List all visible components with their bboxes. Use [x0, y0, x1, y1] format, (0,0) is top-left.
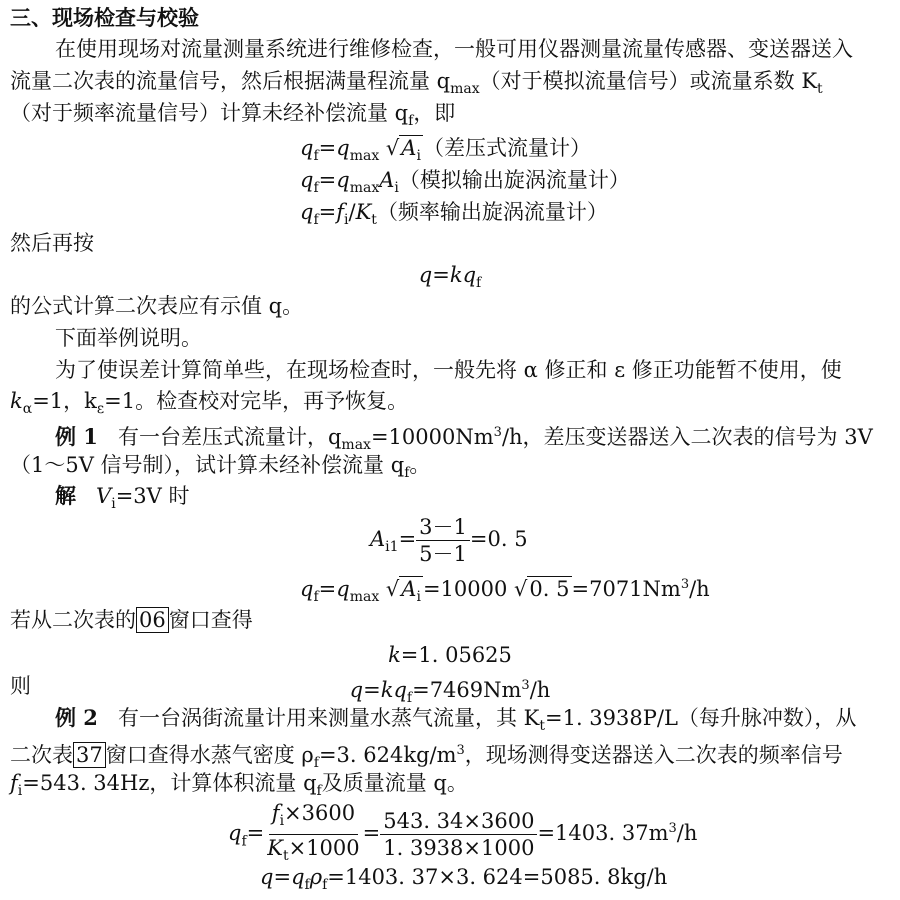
section-title: 三、现场检查与校验 [10, 5, 199, 30]
equation-volume-flow: $q_f=$ $\frac{f_i\times 3600}{K_t\times 1000}$ = $\frac{543. 34\times 3600}{1. 3938\times 1000}$ =1403. $37m^3/h$ [228, 801, 698, 865]
window-check: 若从二次表的 06 窗口查得 [10, 608, 253, 632]
paragraph-line: $k_\alpha=1$，$k_\varepsilon=1$。检查校对完毕，再予恢复。 [10, 389, 409, 418]
paragraph-line: 在使用现场对流量测量系统进行维修检查，一般可用仪器测量流量传感器、变送器送入 [55, 37, 853, 61]
example-2-line3: $f_i=543$. 34Hz，计算体积流量 $q_f$及质量流量 q。 [10, 771, 468, 800]
equation-analog: $q_f=q_{max}A_i$（模拟输出旋涡流量计） [300, 168, 630, 197]
formula-text: 的公式计算二次表应有示值 q。 [10, 294, 304, 318]
paragraph-line: 为了使误差计算简单些，在现场检查时，一般先将 α 修正和 ε 修正功能暂不使用，使 [55, 358, 842, 382]
example-2-line2: 二次表 37 窗口查得水蒸气密度 $\rho_f=3$. $624kg/m^3$，现场测得变送器送入二次表的频率信号 [10, 743, 843, 772]
equation-qf-calc: $q_f=q_{max}$ $√A_i=10000$ √0. $5=7071Nm^3/h$ [300, 577, 710, 606]
example-2: 例 2 有一台涡街流量计用来测量水蒸气流量，其 $K_t=1$. 3938P/L（每升脉冲数），从 [55, 705, 857, 735]
equation-q-result: $q=kq_f=7469Nm^3/h$ [349, 678, 551, 707]
paragraph-line: 流量二次表的流量信号，然后根据满量程流量 $q_{max}$（对于模拟流量信号）或流量系数 $K_t$ [10, 69, 823, 98]
equation-dp: $q_f=q_{max}$ $√A_i$（差压式流量计） [300, 136, 591, 165]
then-text: 然后再按 [10, 231, 94, 255]
equation-mass-flow: $q=q_f\rho_f=1403$. 37×3. 624=5085. 8kg/h [260, 865, 668, 894]
equation-frequency: $q_f=f_i/K_t$（频率输出旋涡流量计） [300, 200, 608, 229]
paragraph-line: （对于频率流量信号）计算未经补偿流量 $q_f$，即 [10, 101, 456, 130]
k-value: k=1. 05625 [388, 643, 512, 667]
equation-ai1: $A_{i1}=$ $\frac{3-1}{5-1}$ =0. 5 [370, 515, 528, 566]
example-1: 例 1 有一台差压式流量计，$q_{max}=10000Nm^3/h$，差压变送器送入二次表的信号为 3V [55, 424, 873, 454]
equation-q: $q=kq_f$ [418, 263, 482, 292]
then-label: 则 [10, 674, 31, 698]
solution: 解 $V_i=3V$ 时 [55, 483, 190, 513]
example-intro: 下面举例说明。 [55, 326, 202, 350]
example-1-line2: （1～5V 信号制），试计算未经补偿流量 $q_f$。 [10, 453, 431, 482]
